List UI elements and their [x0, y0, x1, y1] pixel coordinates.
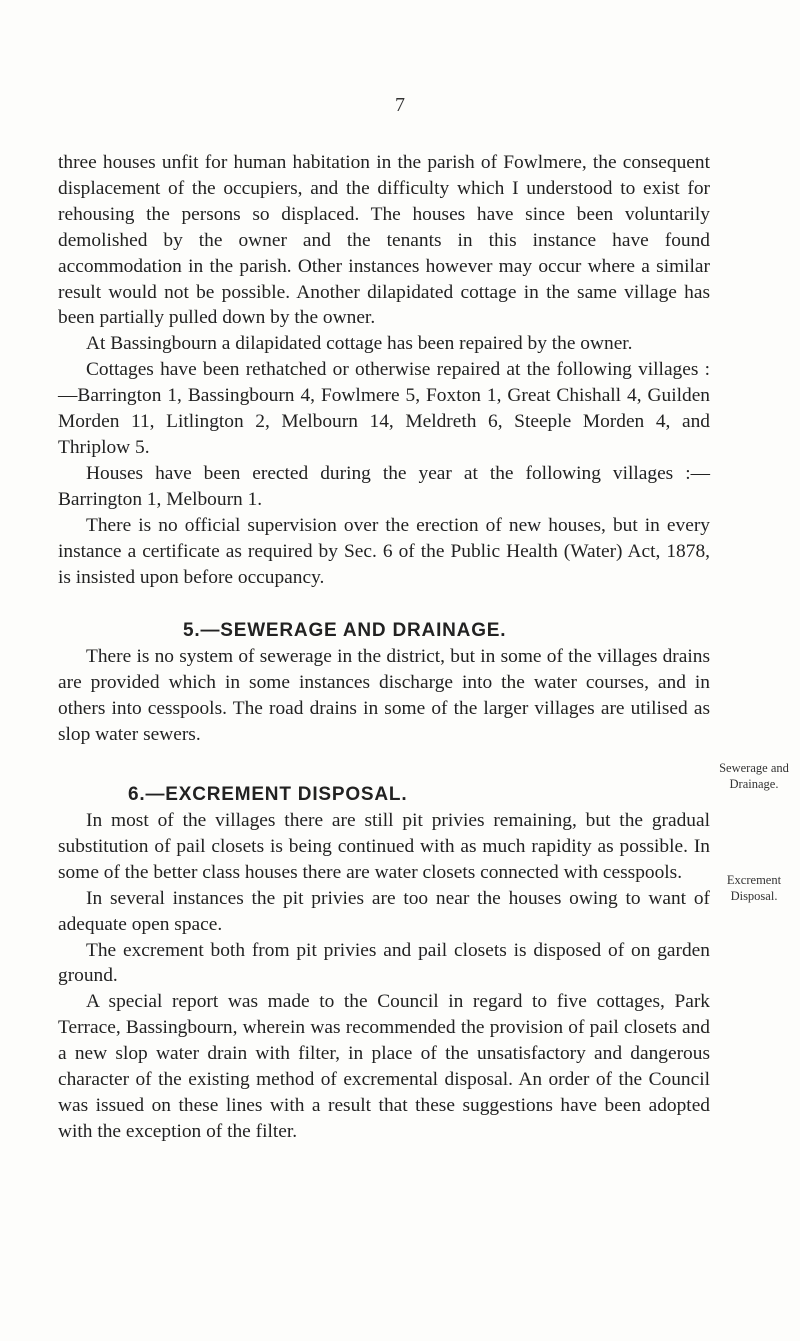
paragraph-intro-3: Cottages have been rethatched or otherwise repaired at the following villages :—Barrington 1, Bassingbourn 4, Fowlmere 5, Foxton 1, Great Chishall 4, Guilden Morden 11, Litlington 2, Melbourn 14, Meldreth 6, Steeple Morden 4, and Thriplow 5.	[58, 359, 710, 458]
paragraph-excrement-2: In several instances the pit privies are too near the houses owing to want of adequate open space.	[58, 887, 710, 935]
section-heading-excrement: 6.—EXCREMENT DISPOSAL.	[128, 784, 408, 806]
paragraph-sewerage-1: There is no system of sewerage in the district, but in some of the villages drains are provided which in some instances discharge into the water courses, and in others into cesspools. The road drains in some of the larger villages are utilised as slop water sewers.	[58, 646, 710, 746]
paragraph-intro-4: Houses have been erected during the year at the following villages :—Barrington 1, Melbourn 1.	[58, 462, 710, 510]
paragraph-intro-1: three houses unfit for human habitation in the parish of Fowlmere, the consequent displacement of the occupiers, and the difficulty which I understood to exist for rehousing the persons so displaced. The houses have since been voluntarily demolished by the owner and the tenants in this instance have found accommodation in the parish. Other instances however may occur where a similar result would not be possible. Another dilapidated cottage in the same village has been partially pulled down by the owner.	[58, 152, 710, 329]
section-heading-sewerage: 5.—SEWERAGE AND DRAINAGE.	[183, 620, 507, 642]
paragraph-excrement-3: The excrement both from pit privies and pail closets is disposed of on garden ground.	[58, 939, 710, 987]
paragraph-intro-5: There is no official supervision over the erection of new houses, but in every instance a certificate as required by Sec. 6 of the Public Health (Water) Act, 1878, is insisted upon before occupancy.	[58, 514, 710, 588]
paragraph-intro-2: At Bassingbourn a dilapidated cottage has been repaired by the owner.	[86, 333, 633, 355]
paragraph-excrement-1: In most of the villages there are still pit privies remaining, but the gradual substitution of pail closets is being continued with as much rapidity as possible. In some of the better class houses there are water closets connected with cesspools.	[58, 810, 710, 883]
main-text	[58, 150, 710, 1145]
margin-note-sewerage: Sewerage and Drainage.	[719, 761, 789, 791]
paragraph-excrement-4: A special report was made to the Council in regard to five cottages, Park Terrace, Bassingbourn, wherein was recommended the provision of pail closets and a new slop water drain with filter, in place of the unsatisfactory and dangerous character of the existing method of excremental disposal. An order of the Council was issued on these lines with a result that these suggestions have been adopted with the exception of the filter.	[58, 991, 710, 1142]
margin-note-excrement: Excrement Disposal.	[726, 873, 782, 903]
page-number: 7	[395, 94, 405, 116]
